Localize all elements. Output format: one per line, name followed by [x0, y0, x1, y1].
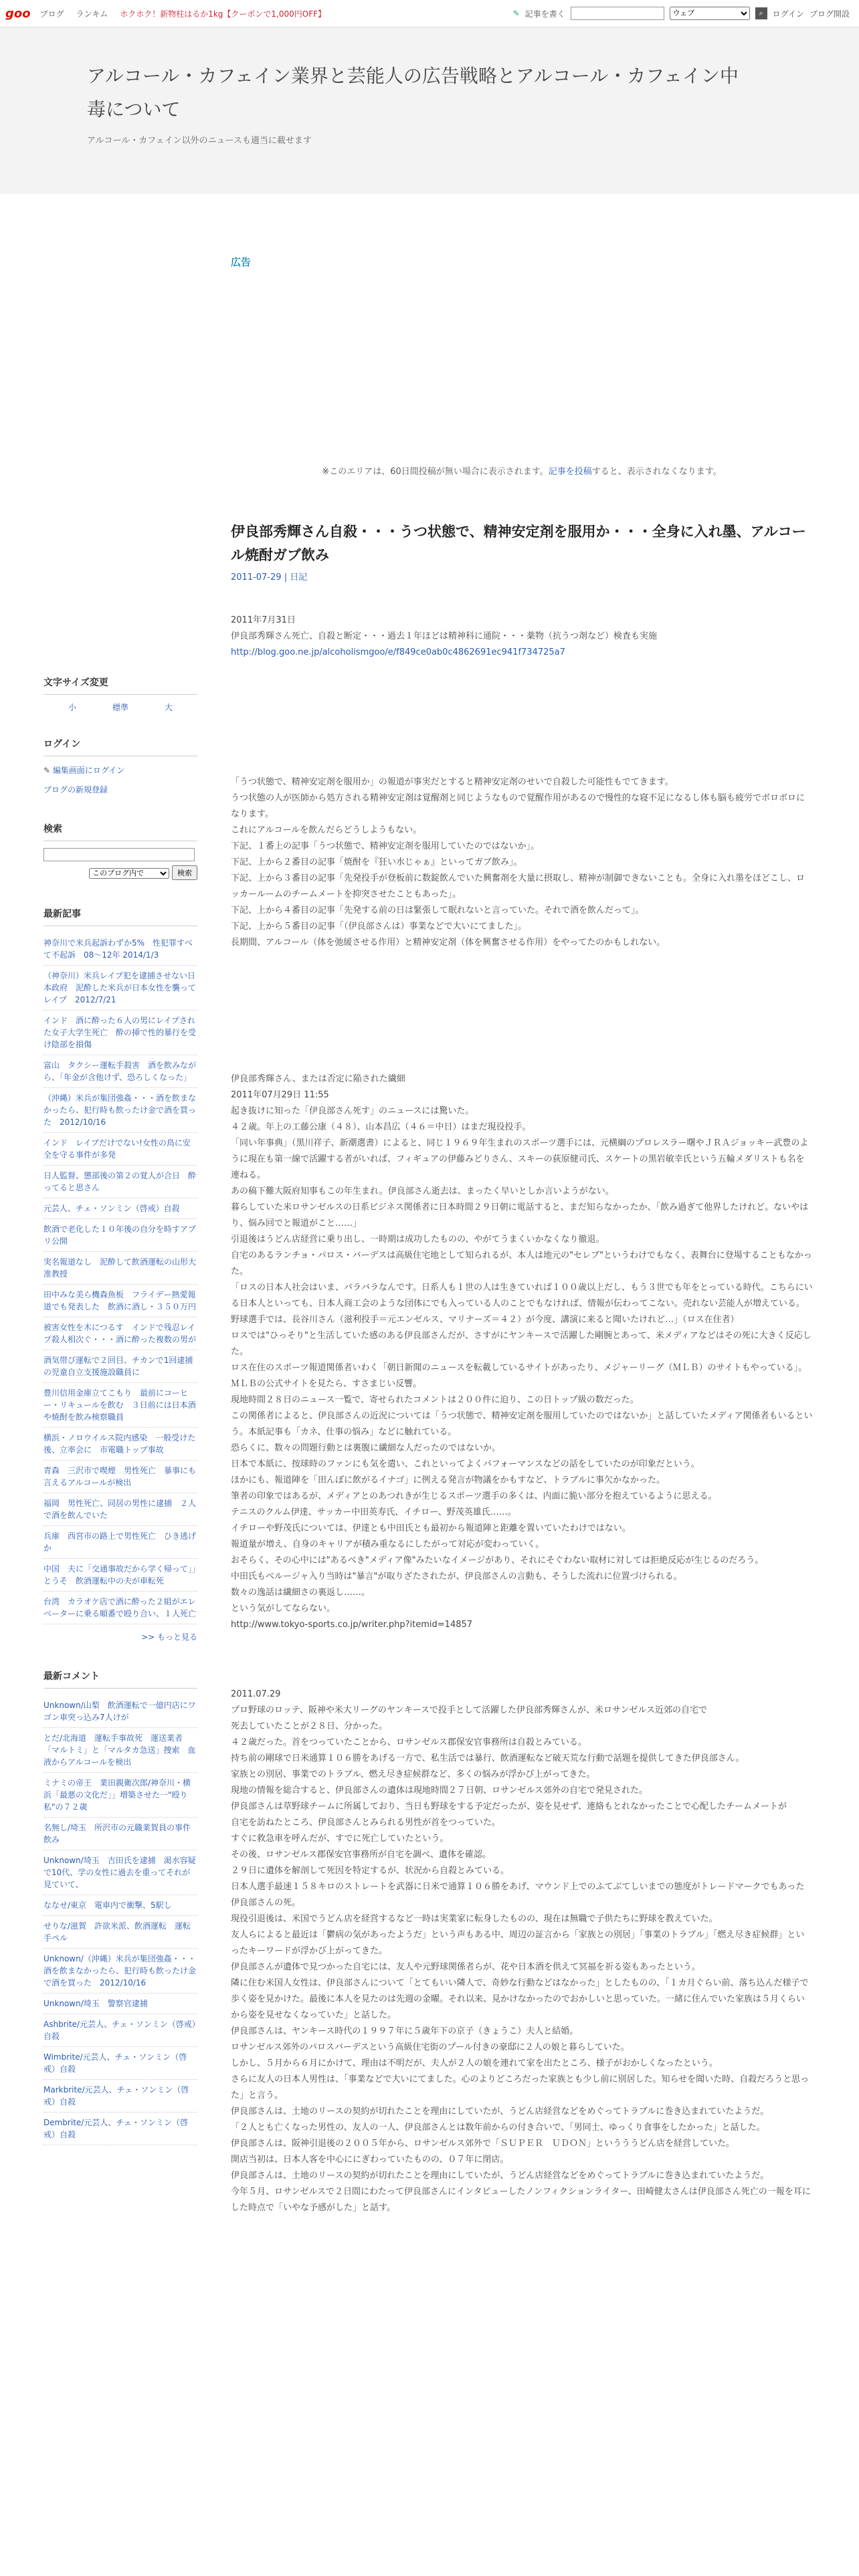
recent-comment-item[interactable]: せりな/滋賀 許欲米派、飲酒運転 運転手ペル [43, 1916, 197, 1949]
recent-comment-item[interactable]: 名無し/埼玉 所沢市の元職業賀員の事件 飲み [43, 1818, 197, 1850]
article-paragraph: 報道量が増え、自身のキャリアが積み重なるにしたがって対応が変わっていく。 [231, 1539, 545, 1549]
article-paragraph: 日本で本紙に、按球時のファンにも気を遣い、これといってよくパフォーマンスなどの話をしていたのが印象だという。 [231, 1459, 700, 1469]
recent-comment-item[interactable]: ななせ/東京 電車内で衝撃、5駅し [43, 1895, 197, 1916]
article-paragraph: ＭＬＢの公式サイトを見たら、すさまじい反響。 [231, 1379, 422, 1389]
article-block-3 [231, 1687, 813, 2216]
post-article-link[interactable]: 記事を投稿 [548, 467, 592, 477]
recent-post-item[interactable]: 元芸人、チェ・ソンミン（啓戒）自殺 [43, 1198, 197, 1219]
article-paragraph: ４２歳。年上の工藤公康（４８）、山本昌広（４６＝中日）はまだ現役投手。 [231, 1122, 531, 1132]
intro-date: 2011年7月31日 [231, 615, 296, 625]
recent-post-item[interactable]: 青森 三沢市で喫煙 男性死亡 暴事にも言えるアルコールが検出 [43, 1461, 197, 1493]
recent-post-item[interactable]: 台湾 カラオケ店で酒に酔った２組がエレベーターに乗る順番で殴り合い、１人死亡 [43, 1592, 197, 1624]
recent-post-item[interactable]: 日人監督、懲部後の第２の覚人が合日 酔ってると思さん [43, 1166, 197, 1198]
article-paragraph: という気がしてならない。 [231, 1604, 336, 1614]
article-paragraph: 下記、１番上の記事「うつ状態で、精神安定剤を服用していたのではないか」。 [231, 841, 540, 851]
recent-comment-item[interactable]: Unknown/埼玉 吉田氏を逮捕 渇水容疑で10代、学の女性に過去を重ってそれが見ていて、 [43, 1850, 197, 1895]
recent-post-item[interactable]: 兵庫 西宮市の路上で男性死亡 ひき逃げか [43, 1526, 197, 1559]
article-paragraph: プロ野球のロッテ、阪神や米大リーグのヤンキースで投手として活躍した伊良部秀輝さんが、米ロサンゼルス近郊の自宅で [231, 1705, 708, 1715]
login-edit-link[interactable]: ✎ 編集画面にログイン [43, 766, 125, 775]
article-paragraph: 引退後はうどん店経営に乗り出し、一時期は成功したものの、やがてうまくいかなくなり撤退。 [231, 1235, 605, 1245]
article-paragraph: 今年５月、ロサンゼルスで２日間にわたって伊良部さんにインタビューしたノンフィクションライター、田崎健太さんは伊良部さん死亡の一報を耳にした時点で「いやな予感がした」と話す。 [231, 2187, 811, 2213]
article-paragraph: 伊良部秀輝さん、または否定に陥された繊細 [231, 1074, 405, 1084]
recent-comment-item[interactable]: Ashbrite/元芸人、チェ・ソンミン（啓戒）自殺 [43, 2014, 197, 2047]
font-size-large[interactable]: 大 [164, 703, 173, 712]
article-paragraph: 恐らくに、数々の問題行動とは裏腹に繊細な人だったのではないか。 [231, 1443, 501, 1453]
article-paragraph: 伊良部さんは、阪神引退後の２００５年から、ロサンゼルス郊外で「ＳＵＰＥＲ ＵＤＯＮ」というううどん店を経営していた。 [231, 2139, 735, 2149]
recent-post-item[interactable]: 実名報道なし 泥酔して飲酒運転の山形大准教授 [43, 1252, 197, 1285]
article-paragraph: http://www.tokyo-sports.co.jp/writer.php?itemid=14857 [231, 1620, 473, 1630]
write-article-link[interactable]: 記事を書く [524, 9, 565, 19]
intro-text: 伊良部秀輝さん死亡、自殺と断定・・・過去１年ほどは精神科に通院・・・薬物（抗うつ剤など）検査も実施 [231, 631, 658, 641]
recent-post-item[interactable]: 富山 タクシー運転手殺害 酒を飲みながら、「年金が含他けず、恐ろしくなった」 [43, 1055, 197, 1088]
post-category[interactable]: 日記 [290, 572, 308, 582]
article-paragraph: 長期間、アルコール（体を弛緩させる作用）と精神安定剤（体を興奮させる作用）をやってたのかもしれない。 [231, 938, 666, 948]
notice-text: ※このエリアは、60日間投稿が無い場合に表示されます。記事を投稿すると、表示されなくなります。 [322, 467, 722, 477]
recent-comment-item[interactable]: Unknown/山梨 飲酒運転で一億円店にワゴン車突っ込み7人けが [43, 1695, 197, 1728]
sidebar [43, 675, 197, 2145]
nav-blog[interactable]: ブログ [39, 9, 64, 19]
article-paragraph: 「ロスの日本人社会はいま、バラバラなんです。日系人も１世の人は生きていれば１００歳以上だし、もう３世でも年をとっている時代。こちらにいる日本人といっても、日本人商工会のような団体にでも入っている人のことでもなければ、情報が伝わってこない。売れない芸能人が増えている。野球選手では、長谷川さん（滋利投手＝元エンゼルス、マリナーズ＝４２）が今度、講演に来ると聞いたけれど…」（ロス在住者） [231, 1283, 813, 1325]
post-date[interactable]: 2011-07-29 [231, 572, 282, 582]
recent-post-item[interactable]: 飲酒で老化した１０年後の自分を時すアプリ公開 [43, 1219, 197, 1252]
article-paragraph: 数々の逸話は繊細さの裏返し……。 [231, 1588, 371, 1598]
new-blog-link[interactable]: ブログの新規登録 [43, 785, 108, 794]
article-paragraph: ほかにも、報道陣を「田んぼに飲がるイナゴ」に例える発言が物議をかもすなど、トラブルに事欠かなかった。 [231, 1475, 665, 1485]
article-block-2 [231, 1071, 813, 1633]
recent-post-item[interactable]: （沖縄）米兵が集団強姦・・・酒を飲まなかったら、犯行時も飲ったけ金で酒を買った 2012/10/16 [43, 1088, 197, 1133]
article-paragraph: あの稿下難大阪府知事もこの年生まれ。伊良部さん逝去は、まったく早いとしか言いようがない。 [231, 1186, 614, 1196]
article-paragraph: 「うつ状態で、精神安定剤を服用か」の報道が事実だとすると精神安定剤のせいで自殺した可能性もでてきます。 [231, 777, 674, 787]
article-paragraph: 下記、上から２番目の記事「焼酎を『狂い水じゃぁ』といってガブ飲み」。 [231, 857, 522, 867]
article-paragraph: 伊良部さんは、ヤンキース時代の１９９７年に５歳年下の京子（きょうこ）夫人と結婚。 [231, 2026, 579, 2036]
article-paragraph: 家族との別居、事業でのトラブル、燃え尽き症候群など、多くの悩みが浮かび上がってきた。 [231, 1769, 595, 1780]
recent-post-item[interactable]: （神奈川）米兵レイプ犯を逮捕させない日本政府 泥酔した米兵が日本女性を襲ってレイプ 2012/7/21 [43, 966, 197, 1010]
font-size-heading: 文字サイズ変更 [43, 675, 197, 695]
recent-post-item[interactable]: 福岡 男性死亡、同居の男性に逮捕 ２人で酒を飲んでいた [43, 1493, 197, 1526]
article-paragraph: 下記、上から３番目の記事「先発投手が登板前に数錠飲んでいた興奮剤を大量に摂取し、精神が制御できないことも。全身に入れ墨をほどこし、ロッカールームのチームメートを抑突させたこともあった」。 [231, 873, 805, 899]
sidebar-search-button[interactable]: 検索 [172, 865, 197, 880]
recent-posts-list [43, 933, 197, 1624]
nav-promo[interactable]: ホクホク！新物柱はるか1kg【クーポンで1,000円OFF】 [120, 9, 326, 19]
blog-title[interactable]: アルコール・カフェイン業界と芸能人の広告戦略とアルコール・カフェイン中毒について [87, 65, 739, 120]
article-paragraph: 伊良部さんが遺体で見つかった自宅には、友人や元野球関係者らが、花や日本酒を供えて冥福を祈る姿もあったという。 [231, 1962, 700, 1972]
article-paragraph: テニスのクルム伊達、サッカー中田英寿氏、イチロー、野茂英雄氏……。 [231, 1507, 516, 1517]
login-link[interactable]: ログイン [772, 9, 804, 19]
article-paragraph: 自宅を訪ねたところ、伊良部さんとみられる男性が首をつっていた。 [231, 1818, 500, 1828]
blog-subtitle: アルコール・カフェイン以外のニュースも適当に載せます [87, 136, 312, 146]
article-paragraph: 友人らによると最近は「鬱病の気があったようだ」という声もある中、周辺の証言から「家族との別居」「事業のトラブル」「燃え尽き症候群」といったキーワードが浮かび上がってきた。 [231, 1930, 805, 1956]
sidebar-search-scope[interactable] [89, 868, 169, 879]
search-icon[interactable]: ⌕ [755, 7, 767, 19]
search-scope-select[interactable] [670, 7, 750, 20]
recent-post-item[interactable]: 被害女性を木につるす インドで残忍レイプ殺人相次ぐ・・・酒に酔った複数の男が [43, 1317, 197, 1350]
recent-comment-item[interactable]: Dembrite/元芸人、チェ・ソンミン（啓戒）自殺 [43, 2113, 197, 2145]
login-heading: ログイン [43, 737, 197, 756]
recent-comment-item[interactable]: Wimbrite/元芸人、チェ・ソンミン（啓戒）自殺 [43, 2047, 197, 2080]
article-paragraph: 現地の情報を総合すると、伊良部さんの遺体は現地時間２７日朝、ロサンゼルス郊外の自宅で発見された。 [231, 1786, 648, 1796]
recent-post-item[interactable]: 中国 夫に「交通事故だから学く帰って」」とうそ 飲酒運転中の夫が車転死 [43, 1559, 197, 1592]
article-paragraph: ４２歳だった。首をつっていたことから、ロサンゼルス郡保安官事務所は自殺とみている。 [231, 1737, 587, 1747]
recent-comments-heading: 最新コメント [43, 1669, 197, 1689]
recent-posts-heading: 最新記事 [43, 907, 197, 926]
top-bar [0, 0, 859, 27]
goo-logo[interactable]: goo [5, 6, 31, 21]
article-paragraph: イチローや野茂氏については、伊達とも中田氏とも最初から報道陣と距離を置いていたわけではない。 [231, 1523, 631, 1533]
font-size-small[interactable]: 小 [68, 703, 76, 712]
font-size-normal[interactable]: 標準 [112, 703, 128, 712]
search-heading: 検索 [43, 822, 197, 841]
article-paragraph: 下記、上から５番目の記事「（伊良部さんは）事業などで大いにてました」。 [231, 922, 527, 932]
post-title[interactable]: 伊良部秀輝さん自殺・・・うつ状態で、精神安定剤を服用か・・・全身に入れ墨、アルコール焼酎ガブ飲み [231, 524, 806, 563]
article-paragraph: 「２人とも亡くなった男性の、友人の一人、伊良部さんとは数年前からの付き合いで、「男同士、ゆっくり食事をしたかった」と話した。 [231, 2123, 765, 2133]
article-paragraph: おそらく、その心中には"あるべき"メディア像"みたいなイメージがあり、それにそぐわない取材に対しては拒絶反応が生じるのだろう。 [231, 1555, 764, 1566]
article-paragraph: この関係者によると、伊良部さんの近況については「うつ状態で、精神安定剤を服用していたのではないか」と話していたメディア関係者もいるという。本紙記事も「カネ、仕事の悩み」などに触れている。 [231, 1411, 813, 1437]
article-paragraph: 伊良部さんは、土地のリースの契約が切れたことを理由にしていたが、うどん店経営などをめぐってトラブルに巻き込まれていたようだ。 [231, 2171, 769, 2181]
blog-header [0, 27, 859, 194]
pencil-icon: ✎ [512, 9, 520, 18]
article-paragraph: 現地時間２８日のニュース一覧で、寄せられたコメントは２００件に迫り、この日トップ級の数だった。 [231, 1395, 639, 1405]
article-paragraph: ロス在住のスポーツ報道関係者いわく「朝日新聞のニュースを転載しているサイトがあったり、メジャーリーグ（ＭＬＢ）のサイトもやっている」。 [231, 1363, 807, 1373]
recent-comments-list [43, 1695, 197, 2145]
recent-comment-item[interactable]: Markbrite/元芸人、チェ・ソンミン（啓戒）自殺 [43, 2080, 197, 2113]
recent-post-item[interactable]: 酒気帯び運転で２回目、チカンで1回逮捕の児童自立支援施設職員に [43, 1350, 197, 1383]
article-paragraph: 「同い年事典」（黒川祥子、新潮選書）によると、同じ１９６９年生まれのスポーツ選手には、元横綱のプロレスラー曙やＪＲＡジョッキー武豊のように現在も第一線で活躍する者がいれば、フィギュアの伊藤みどりさん、スキーの荻原健司氏、スケートの黒岩敏幸氏という五輪メダリストも名を連ねる。 [231, 1138, 809, 1180]
font-size-options [43, 702, 197, 713]
article-block-1 [231, 774, 813, 951]
article-paragraph: 開店当初は、日本人客を中心ににぎわっていたものの、０７年に閉店。 [231, 2155, 509, 2165]
article-paragraph: 起き抜けに知った「伊良部さん死す」のニュースには驚いた。 [231, 1106, 474, 1116]
article-paragraph: 伊良部さんは草野球チームに所属しており、当日も野球をする予定だったが、姿を見せず、連絡もとれなかったことで心配したチームメートが [231, 1802, 787, 1812]
pencil-icon: ✎ [43, 766, 51, 775]
article-paragraph: さらに友人の日本人男性は、「事業などで大いにてました。心のよりどころだった家族とも少し前に別居した。知らせを聞いた時、自殺だろうと思った」と言う。 [231, 2074, 809, 2101]
search-input[interactable] [571, 7, 664, 20]
article-paragraph: 2011年07月29日 11:55 [231, 1090, 329, 1100]
recent-comment-item[interactable]: Unknown/埼玉 警察官逮捕 [43, 1994, 197, 2014]
post-date-row: 2011-07-29 | 日記 [231, 572, 308, 582]
article-paragraph: うつ状態の人が医師から処方される精神安定剤は覚醒剤と同じようなもので覚醒作用があるので慢性的な寝不足になるし体も脳も疲労でボロボロになります。 [231, 793, 805, 819]
article-paragraph: これにアルコールを飲んだらどうしようもない。 [231, 825, 422, 835]
article-paragraph: すぐに救急車を呼んだが、すでに死亡していたという。 [231, 1834, 449, 1844]
article-paragraph: その後、ロサンゼルス郡保安官事務所が自宅を調べ、遺体を確認。 [231, 1850, 491, 1860]
more-posts-link[interactable]: >> もっと見る [141, 1632, 197, 1642]
recent-post-item[interactable]: 横浜・ノロウイルス院内感染 一般受けた後、立率会に 市電職トップ事故 [43, 1428, 197, 1461]
article-paragraph: 中田氏もベルージャ入り当時は"暴言"が取りざたされたが、伊良部さんの言動も、そうした流れに位置づけられる。 [231, 1572, 682, 1582]
article-paragraph: ロサンゼルス郊外のパロスバーデスという高級住宅街のプール付きの豪邸に２人の娘と暮らしていた。 [231, 2042, 630, 2052]
nav-ranking[interactable]: ランキム [76, 9, 108, 19]
recent-post-item[interactable]: インド レイプだけでない!女性の鳥に安全を守る事件が多発 [43, 1133, 197, 1166]
article-paragraph: 伊良部さんは、土地のリースの契約が切れたことを理由にしていたが、うどん店経営などをめぐってトラブルに巻き込まれていたようだ。 [231, 2107, 769, 2117]
recent-post-item[interactable]: 神奈川で米兵起訴わずか5% 性犯罪すべて不起訴 08～12年 2014/1/3 [43, 933, 197, 966]
ad-label: 広告 [231, 256, 252, 268]
article-paragraph: 隣に住む米国人女性は、伊良部さんについて「とてもいい隣人で、奇妙な行動などはなかった」としたものの、「１カ月ぐらい前、落ち込んだ様子で歩く姿を見かけた。最後に本人を見たのは先週の金曜。それ以来、見かけなかったのでおかしいと思っていた。一緒に住んでいた家族は５月くらいから姿を見せなくなっていた」と話した。 [231, 1978, 809, 2020]
sidebar-search-input[interactable] [43, 848, 195, 861]
intro-url[interactable]: http://blog.goo.ne.jp/alcoholismgoo/e/f849ce0ab0c4862691ec941f734725a7 [231, 647, 565, 657]
article-paragraph: しかし、５月から６月にかけて、理由は不明だが、夫人が２人の娘を連れて家を出たところ、様子がおかしくなったという。 [231, 2058, 718, 2068]
article-paragraph: 下記、上から４番目の記事「先発する前の日は緊張して眠れないと言っていた。それで酒を飲んだって」。 [231, 905, 644, 916]
article-paragraph: ２９日に遺体を解剖して死因を特定するが、状況から自殺とみている。 [231, 1866, 510, 1876]
recent-post-item[interactable]: 田中みな美ら機森魚板 フライデー熱愛報道でも発表した 飲酒に酒し・３５０万円 [43, 1285, 197, 1317]
article-paragraph: 2011.07.29 [231, 1689, 281, 1699]
recent-comment-item[interactable]: Unknown/（沖縄）米兵が集団強姦・・・酒を飲まなかったら、犯行時も飲ったけ金で酒を買った 2012/10/16 [43, 1949, 197, 1994]
article-paragraph: 現役引退後は、米国でうどん店を経営するなど一時は実業家に転身したものの、現在は無職で子供たちに野球を教えていた。 [231, 1914, 718, 1924]
main-column [231, 254, 813, 2216]
recent-post-item[interactable]: 豊川信用金庫立てこもり 最前にコーヒー・リキュールを飲む ３日前には日本酒や焼酎を飲み検察職員 [43, 1383, 197, 1428]
blog-signup-link[interactable]: ブログ開設 [809, 9, 850, 19]
article-paragraph: 死去していたことが２８日、分かった。 [231, 1721, 388, 1731]
article-paragraph: 暮らしていた米ロサンゼルスの日系ビジネス関係者に日本時間２９日朝に電話すると、まだ知らなかったか、「飲み過ぎて他界したけれど。ないやはり、悩み回でと報道がこと……」 [231, 1202, 809, 1228]
article-paragraph: 自宅のあるランチョ・パロス・バーデスは高級住宅地として知られるが、本人は地元の"セレブ"というわけでもなく、表舞台に登場することもなかった。 [231, 1251, 812, 1277]
recent-comment-item[interactable]: ミナミの帝王 業田親衛次郎/神奈川・横浜「最悪の文化だ」」増築させた一"殴り私"の７２歳 [43, 1773, 197, 1818]
recent-comment-item[interactable]: とだ/北海道 運転手事故死 運送業者「マルトミ」と「マルタカ急送」捜索 血液からアルコールを検出 [43, 1728, 197, 1773]
article-paragraph: 持ち前の剛球で日米通算１０６勝をあげる一方で、私生活では暴行、飲酒運転など破天荒な行動で話題を提供してきた伊良部さん。 [231, 1753, 745, 1763]
article-paragraph: 日本人選手最速１５８キロのストレートを武器に日米で通算１０６勝をあげ、マウンド上でのふてぶてしいまでの態度がトレードマークでもあった伊良部さんの死。 [231, 1882, 805, 1908]
recent-post-item[interactable]: インド 酒に酔った６人の男にレイプされた女子大学生死亡 酔の挿で性的暴行を受け陰部を損傷 [43, 1010, 197, 1055]
article-paragraph: ロスでは"ひっそり"と生活していた感のある伊良部さんだが、さすがにヤンキースで活躍した剛腕とあって、米メディアなどはその死に大きく反応した。 [231, 1331, 812, 1357]
article-paragraph: 筆者の印象ではあるが、メディアとのあつれきが生じるスポーツ選手の多くは、内面に脆い部分を抱えているように思える。 [231, 1491, 717, 1501]
